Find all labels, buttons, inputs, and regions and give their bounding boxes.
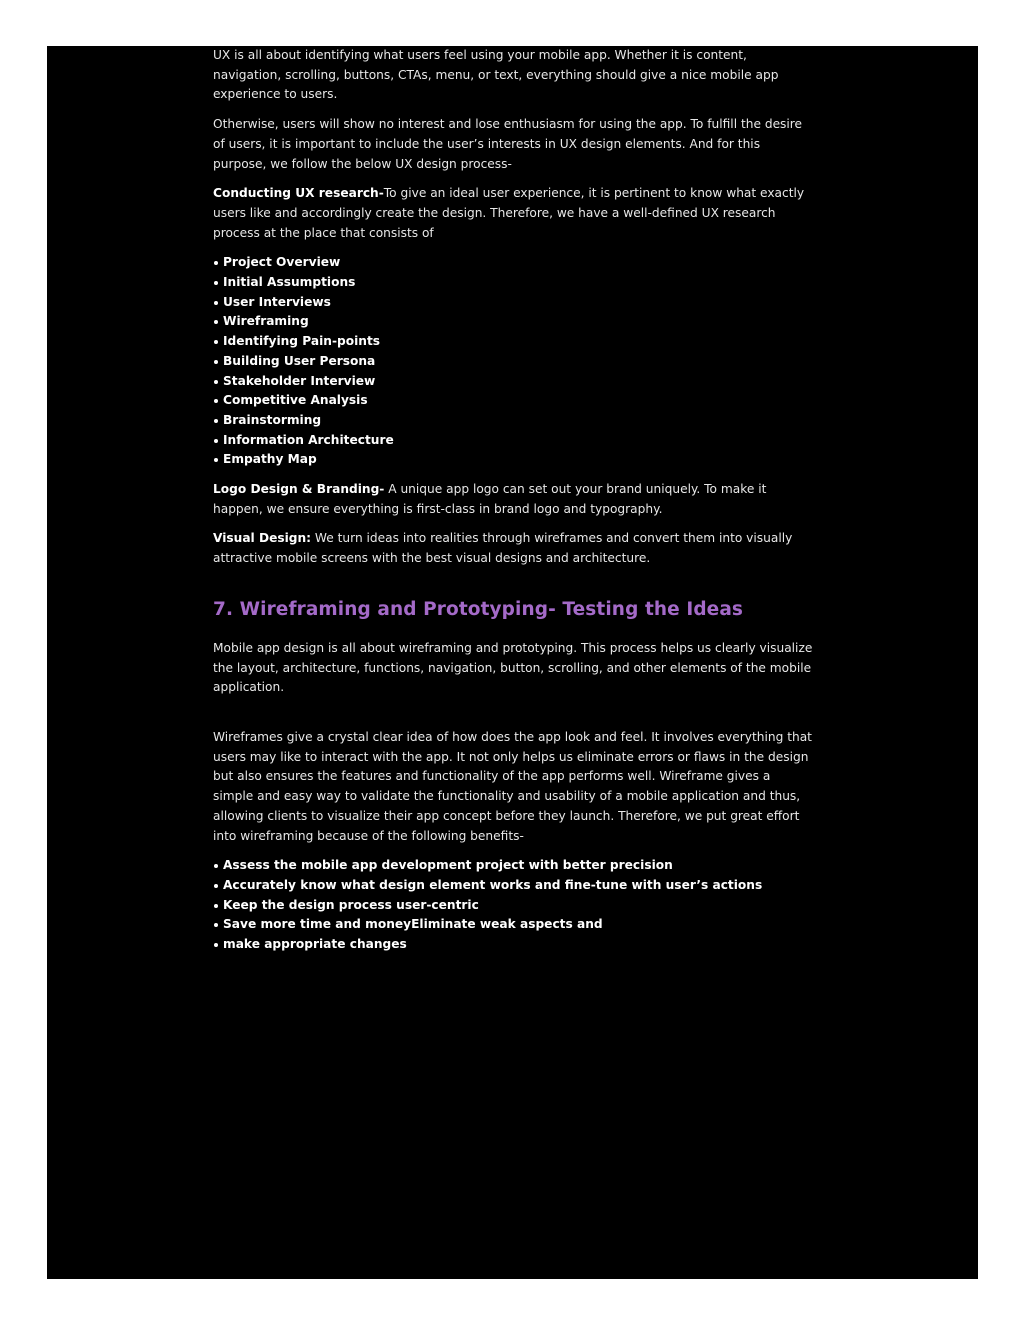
section-title: 7. Wireframing and Prototyping- Testing the Ideas (213, 598, 744, 620)
list-item: Project Overview (223, 253, 813, 273)
list-item: Empathy Map (223, 450, 813, 470)
ux-research-text: To give an ideal user experience, it is pertinent to know what exactly users like and accordingly create the design. Therefore, we have a well-defined UX research process at the place that consists of (213, 186, 805, 240)
logo-design-paragraph (213, 480, 813, 519)
visual-design-heading: Visual Design: (213, 531, 312, 546)
ux-research-list (213, 253, 813, 470)
list-item: Assess the mobile app development project with better precision (223, 856, 813, 876)
list-item: make appropriate changes (223, 935, 813, 955)
list-item: Initial Assumptions (223, 273, 813, 293)
list-item: Brainstorming (223, 411, 813, 431)
list-item: Competitive Analysis (223, 391, 813, 411)
document-page (47, 46, 978, 1279)
paragraph-spacer (213, 708, 813, 728)
section-paragraph-1: Mobile app design is all about wireframing and prototyping. This process helps us clearly visualize the layout, architecture, functions, navigation, button, scrolling, and other elements of the mobile application. (213, 640, 813, 695)
logo-design-text: A unique app logo can set out your brand uniquely. To make it happen, we ensure everything is first-class in brand logo and typography. (213, 482, 767, 516)
ux-research-heading: Conducting UX research- (213, 186, 384, 201)
intro-paragraph-1: UX is all about identifying what users feel using your mobile app. Whether it is content, navigation, scrolling, buttons, CTAs, menu, or text, everything should give a nice mobile app experience to users. (213, 48, 779, 102)
list-item: Information Architecture (223, 431, 813, 451)
list-item: Identifying Pain-points (223, 332, 813, 352)
article-content (213, 46, 813, 965)
section-paragraph-2: Wireframes give a crystal clear idea of how does the app look and feel. It involves everything that users may like to interact with the app. It not only helps us eliminate errors or flaws in the design but also ensures the features and functionality of the app performs well. Wireframe gives a simple and easy way to validate the functionality and usability of a mobile application and thus, allowing clients to visualize their app concept before they launch. Therefore, we put great effort into wireframing because of the following benefits- (213, 729, 812, 843)
ux-research-paragraph (213, 184, 813, 243)
list-item: Save more time and moneyEliminate weak aspects and (223, 915, 813, 935)
list-item: Keep the design process user-centric (223, 896, 813, 916)
intro-paragraph-2: Otherwise, users will show no interest and lose enthusiasm for using the app. To fulfill the desire of users, it is important to include the user’s interests in UX design elements. And for this purpose, we follow the below UX design process- (213, 117, 803, 171)
list-item: Wireframing (223, 312, 813, 332)
logo-design-heading: Logo Design & Branding- (213, 482, 385, 497)
visual-design-paragraph (213, 529, 813, 568)
list-item: Stakeholder Interview (223, 372, 813, 392)
list-item: Accurately know what design element works and fine-tune with user’s actions (223, 876, 813, 896)
benefits-list (213, 856, 813, 955)
list-item: Building User Persona (223, 352, 813, 372)
list-item: User Interviews (223, 293, 813, 313)
visual-design-text: We turn ideas into realities through wireframes and convert them into visually attractive mobile screens with the best visual designs and architecture. (213, 531, 793, 566)
